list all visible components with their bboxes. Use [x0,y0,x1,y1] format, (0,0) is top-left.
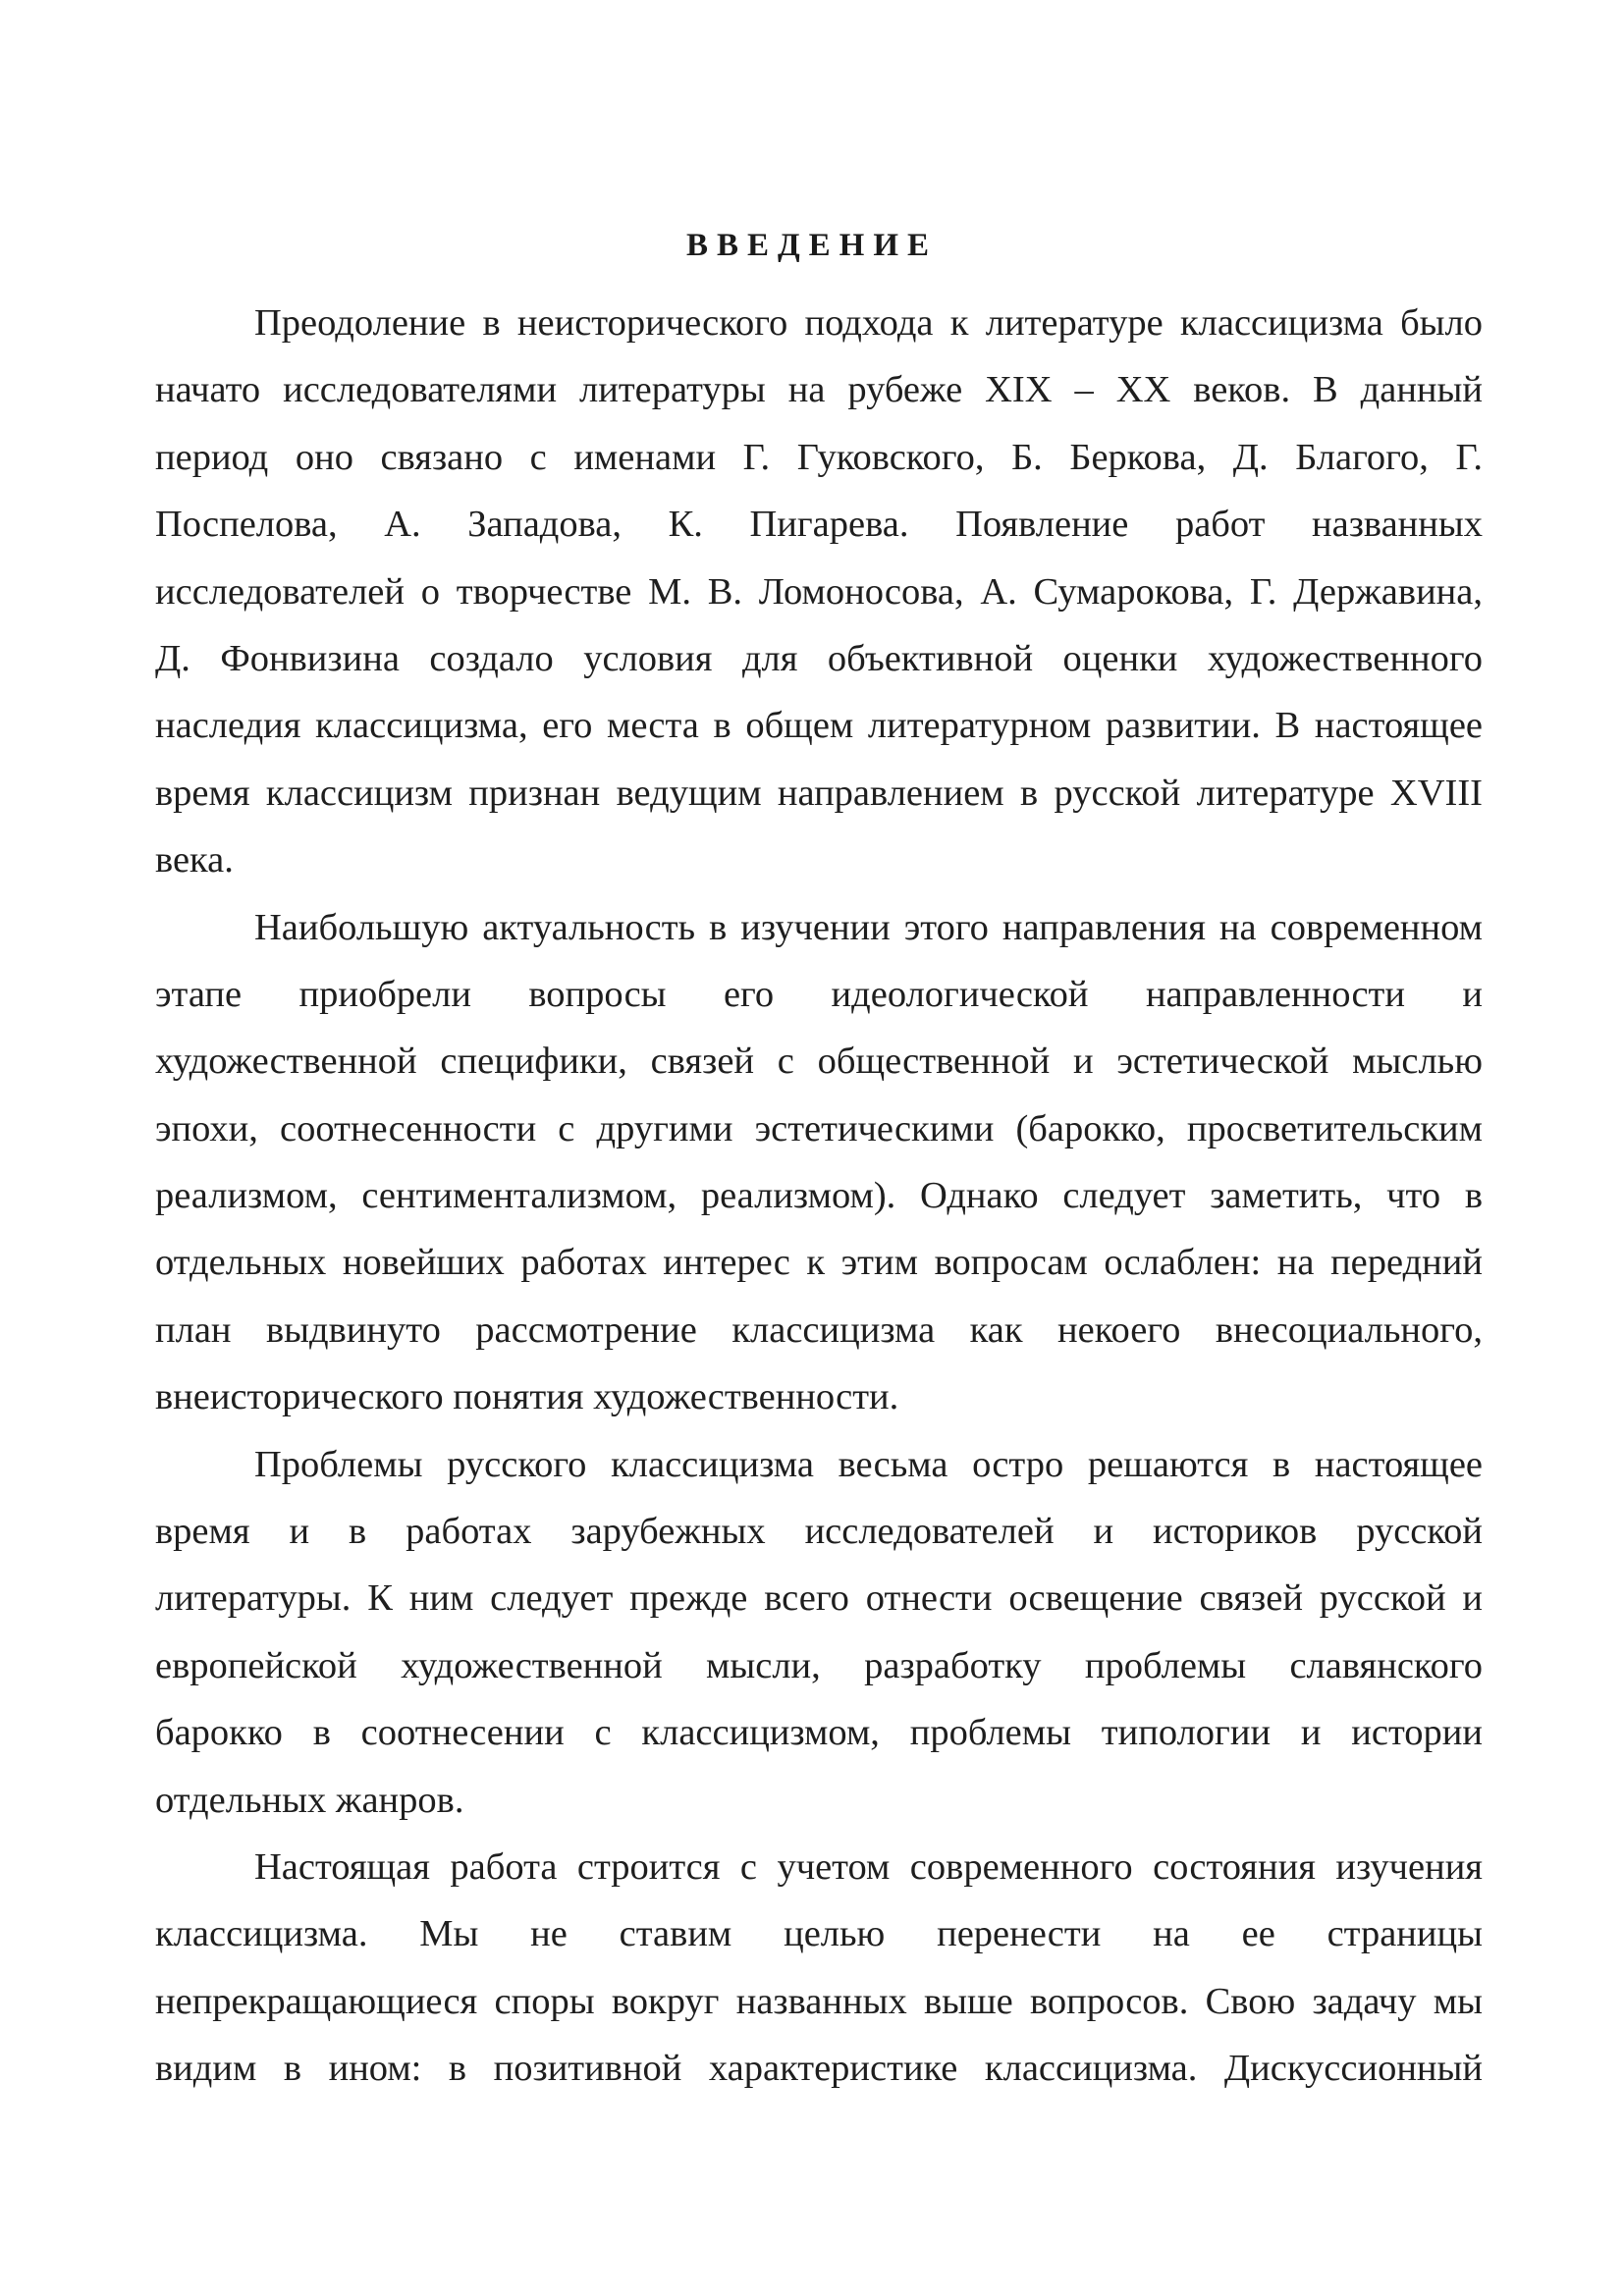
paragraph-line: Проблемы русского классицизма весьма остро решаются в настоящее [254,1443,1483,1485]
paragraph-line: план выдвинуто рассмотрение классицизма как некоего внесоциального, [155,1308,1483,1351]
paragraph-line: этапе приобрели вопросы его идеологической направленности и [155,973,1483,1015]
paragraph-line: время и в работах зарубежных исследователей и историков русской [155,1511,1483,1553]
paragraph-line: классицизма. Мы не ставим целью перенести на ее страницы [155,1913,1483,1955]
paragraph-line: Поспелова, А. Западова, К. Пигарева. Появление работ названных [155,504,1483,546]
paragraph-line: время классицизм признан ведущим направлением в русской литературе XVIII [155,772,1483,814]
paragraph [155,290,1483,894]
paragraph-line: барокко в соотнесении с классицизмом, проблемы типологии и истории [155,1712,1483,1754]
paragraph-line: исследователей о творчестве М. В. Ломоносова, А. Сумарокова, Г. Державина, [155,570,1483,613]
paragraph-line: эпохи, соотнесенности с другими эстетическими (барокко, просветительским [155,1107,1483,1149]
paragraph-line: начато исследователями литературы на рубеже XIX – XX веков. В данный [155,369,1483,411]
paragraph-line: Д. Фонвизина создало условия для объективной оценки художественного [155,637,1483,679]
paragraph-line: литературы. К ним следует прежде всего отнести освещение связей русской и [155,1577,1483,1620]
paragraph-line: Наибольшую актуальность в изучении этого направления на современном [254,906,1483,948]
paragraph-line: века. [155,839,234,881]
paragraph-line: наследия классицизма, его места в общем литературном развитии. В настоящее [155,705,1483,747]
paragraph-line: видим в ином: в позитивной характеристике классицизма. Дискуссионный [155,2048,1483,2090]
paragraph-line: Настоящая работа строится с учетом современного состояния изучения [254,1845,1483,1888]
paragraph [155,894,1483,1431]
paragraph-line: непрекращающиеся споры вокруг названных выше вопросов. Свою задачу мы [155,1980,1483,2022]
body-text [155,290,1483,2103]
paragraph-line: внеисторического понятия художественности. [155,1376,899,1418]
paragraph-line: художественной специфики, связей с общественной и эстетической мыслью [155,1041,1483,1083]
paragraph-line: отдельных жанров. [155,1779,464,1821]
paragraph [155,1834,1483,2103]
paragraph-line: отдельных новейших работах интерес к этим вопросам ослаблен: на передний [155,1242,1483,1284]
paragraph-line: период оно связано с именами Г. Гуковского, Б. Беркова, Д. Благого, Г. [155,436,1483,478]
paragraph-line: реализмом, сентиментализмом, реализмом). Однако следует заметить, что в [155,1175,1483,1217]
paragraph-line: европейской художественной мысли, разработку проблемы славянского [155,1644,1483,1686]
paragraph-line: Преодоление в неисторического подхода к литературе классицизма было [254,302,1483,344]
page-heading: ВВЕДЕНИЕ [685,228,939,263]
paragraph [155,1431,1483,1834]
